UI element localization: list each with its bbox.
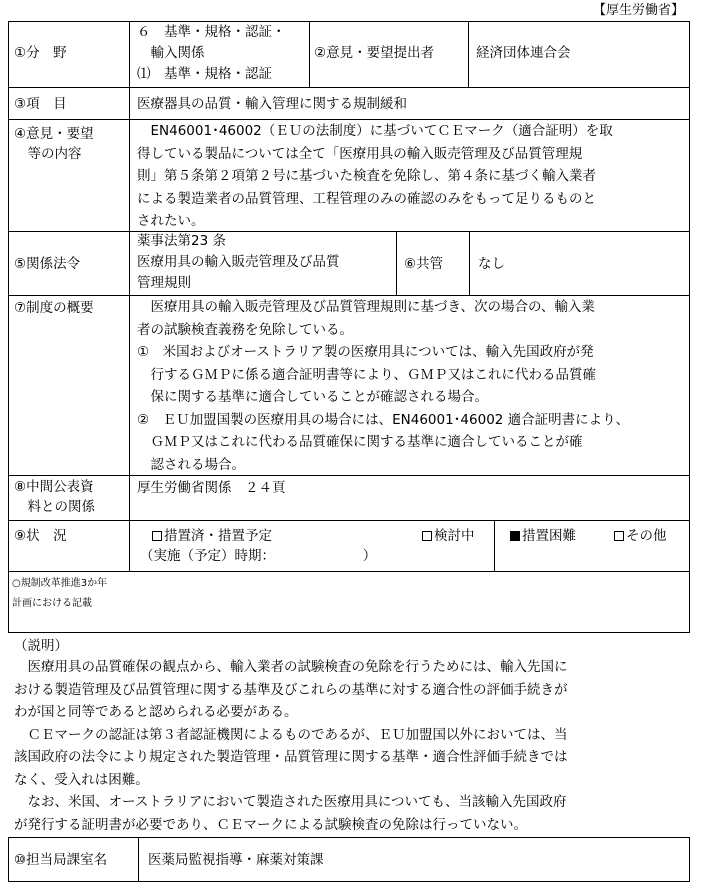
submitter-value: 経済団体連合会: [476, 45, 571, 61]
request-label: ④意見・要望 等の内容: [14, 126, 94, 162]
plan-label: ○規制改革推進3か年 計画における記載: [12, 578, 108, 609]
status-label: ⑨状 況: [14, 528, 67, 544]
bureau-label: ⑩担当局課室名: [14, 852, 108, 868]
joint-value: なし: [478, 256, 505, 272]
status-difficult-option: 措置困難: [510, 526, 576, 546]
bureau-value: 医薬局監視指導・麻薬対策課: [148, 852, 324, 868]
checkbox-done: [152, 531, 162, 541]
explanation-heading: （説明）: [14, 638, 68, 654]
overview-body: 医療用具の輸入販売管理及び品質管理規則に基づき、次の場合の、輸入業 者の試験検査義務を免除している。 ① 米国およびオーストラリア製の医療用具については、輸入先国政府が発 行するＧＭＰに係る適合証明書等により、ＧＭＰ又はこれに代わる品質確 保に関する基準に適合していることが確認される場合。 ② ＥＵ加盟国製の医療用具の場合には、EN46001･46002 適合証明書により、 ＧＭＰ又はこれに代わる品質確保に関する基準に適合していることが確 認される場合。: [137, 299, 630, 473]
bureau-table: [8, 837, 690, 882]
laws-value: 薬事法第23 条 医療用具の輸入販売管理及び品質 管理規則: [137, 233, 340, 291]
explanation-body: 医療用具の品質確保の観点から、輸入業者の試験検査の免除を行うためには、輸入先国に おける製造管理及び品質管理に関する基準及びこれらの基準に対する適合性の評価手続きが わが国と同等であると認められる必要がある。 ＣＥマークの認証は第３者認証機関によるものであるが、ＥＵ加盟国以外においては、当 該国政府の法令により規定された製造管理・品質管理に関する基準・適合性評価手続きでは なく、受入れは困難。 なお、米国、オーストラリアにおいて製造された医療用具についても、当該輸入先国政府 が発行する証明書が必要であり、ＣＥマークによる試験検査の免除は行っていない。: [14, 659, 568, 833]
status-review-option: 検討中: [422, 526, 475, 546]
laws-label: ⑤関係法令: [14, 256, 81, 272]
item-value: 医療器具の品質・輸入管理に関する規制緩和: [137, 96, 407, 112]
interim-label: ⑧中間公表資 料との関係: [14, 479, 95, 515]
joint-label: ⑥共管: [404, 256, 444, 272]
checkbox-review: [422, 531, 432, 541]
submitter-label: ②意見・要望提出者: [314, 45, 435, 61]
request-body: EN46001･46002（ＥＵの法制度）に基づいてＣＥマーク（適合証明）を取 得している製品については全て「医療用具の輸入販売管理及び品質管理規 則」第５条第２項第２号に基づいた検査を免除し、第４条に基づく輸入業者 による製造業者の品質管理、工程管理のみの確認のみをもって足りるものと されたい。: [137, 123, 613, 229]
checkbox-other: [614, 531, 624, 541]
field-label: ①分 野: [14, 45, 67, 61]
status-done-option: 措置済・措置予定: [152, 526, 272, 546]
status-schedule: （実施（予定）時期： ）: [140, 548, 377, 564]
overview-label: ⑦制度の概要: [14, 300, 94, 316]
interim-value: 厚生労働省関係 ２４頁: [137, 480, 286, 496]
item-label: ③項 目: [14, 96, 67, 112]
checkbox-difficult-checked: [510, 531, 520, 541]
status-other-option: その他: [614, 526, 667, 546]
ministry-label: 【厚生労働省】: [593, 3, 685, 18]
field-value: ６ 基準・規格・認証・ 輸入関係 ⑴ 基準・規格・認証: [137, 24, 286, 82]
